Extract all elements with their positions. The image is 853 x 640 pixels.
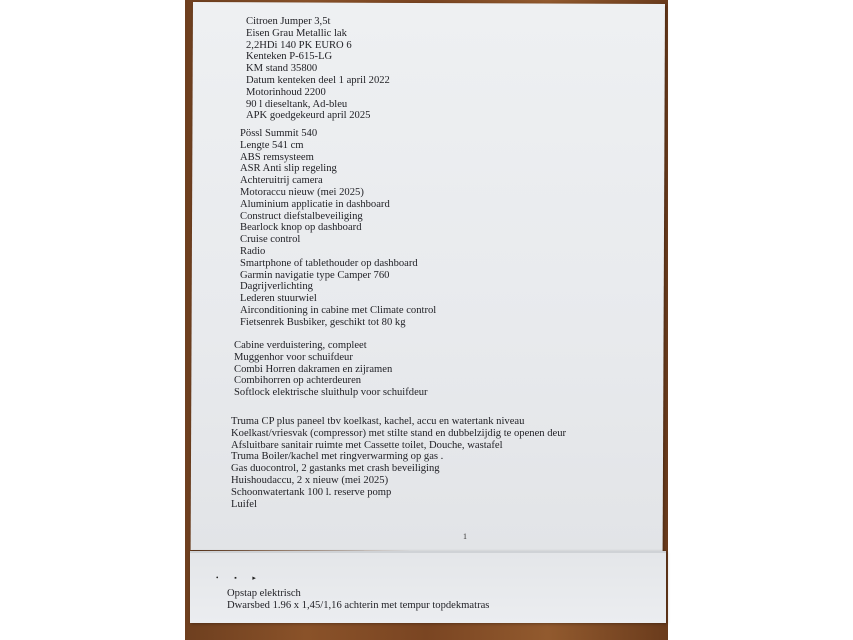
list-item: Luifel — [231, 498, 257, 510]
page-2-list — [227, 588, 489, 612]
list-item: Construct diefstalbeveiliging — [240, 210, 363, 222]
list-item: 2,2HDi 140 PK EURO 6 — [246, 39, 352, 51]
list-item: Airconditioning in cabine met Climate control — [240, 304, 437, 316]
vehicle-specs-list — [246, 16, 390, 122]
list-item: Lengte 541 cm — [240, 139, 304, 151]
camper-features-list — [240, 128, 436, 329]
list-item: APK goedgekeurd april 2025 — [246, 110, 371, 122]
list-item: Smartphone of tablethouder op dashboard — [240, 257, 418, 269]
list-item: Motoraccu nieuw (mei 2025) — [240, 186, 364, 198]
list-item: Datum kenteken deel 1 april 2022 — [246, 74, 390, 86]
list-item: Pössl Summit 540 — [240, 128, 318, 139]
list-item: Dwarsbed 1.96 x 1,45/1,16 achterin met tempur topdekmatras — [227, 599, 490, 611]
paper-sheet-page-2 — [190, 551, 666, 623]
list-item: Radio — [240, 245, 266, 257]
list-item: Citroen Jumper 3,5t — [246, 16, 331, 27]
list-item: Cabine verduistering, compleet — [234, 340, 367, 351]
list-item: Opstap elektrisch — [227, 588, 301, 599]
list-item: Achteruitrij camera — [240, 175, 323, 187]
screens-list — [234, 340, 428, 399]
list-item: Koelkast/vriesvak (compressor) met stilte stand en dubbelzijdig te openen deur — [231, 427, 567, 439]
list-item: Aluminium applicatie in dashboard — [240, 198, 390, 210]
list-item: Garmin navigatie type Camper 760 — [240, 269, 390, 281]
list-item: Eisen Grau Metallic lak — [246, 27, 347, 39]
list-item: Dagrijverlichting — [240, 281, 313, 293]
list-item: KM stand 35800 — [246, 63, 318, 75]
list-item: Combihorren op achterdeuren — [234, 375, 362, 387]
list-item: Truma Boiler/kachel met ringverwarming op gas . — [231, 451, 444, 463]
list-item: 90 l dieseltank, Ad-bleu — [246, 98, 348, 110]
list-item: Schoonwatertank 100 l. reserve pomp — [231, 486, 392, 498]
list-item: Softlock elektrische sluithulp voor schuifdeur — [234, 387, 428, 399]
list-item: Cruise control — [240, 234, 301, 246]
list-item: Huishoudaccu, 2 x nieuw (mei 2025) — [231, 474, 389, 486]
list-item: Combi Horren dakramen en zijramen — [234, 363, 393, 375]
page-2-marks: • ▪ ▸ — [216, 574, 263, 582]
list-item: Kenteken P-615-LG — [246, 51, 333, 63]
list-item: Gas duocontrol, 2 gastanks met crash beveiliging — [231, 463, 440, 475]
list-item: Afsluitbare sanitair ruimte met Cassette toilet, Douche, wastafel — [231, 439, 503, 451]
list-item: ABS remsysteem — [240, 151, 314, 163]
living-equipment-list — [231, 416, 566, 510]
list-item: Truma CP plus paneel tbv koelkast, kachel, accu en watertank niveau — [231, 416, 525, 427]
list-item: Bearlock knop op dashboard — [240, 222, 362, 234]
list-item: Fietsenrek Busbiker, geschikt tot 80 kg — [240, 316, 406, 328]
list-item: Motorinhoud 2200 — [246, 86, 326, 98]
page-number: 1 — [463, 532, 467, 541]
list-item: Lederen stuurwiel — [240, 293, 317, 305]
list-item: Muggenhor voor schuifdeur — [234, 351, 353, 363]
list-item: ASR Anti slip regeling — [240, 163, 337, 175]
